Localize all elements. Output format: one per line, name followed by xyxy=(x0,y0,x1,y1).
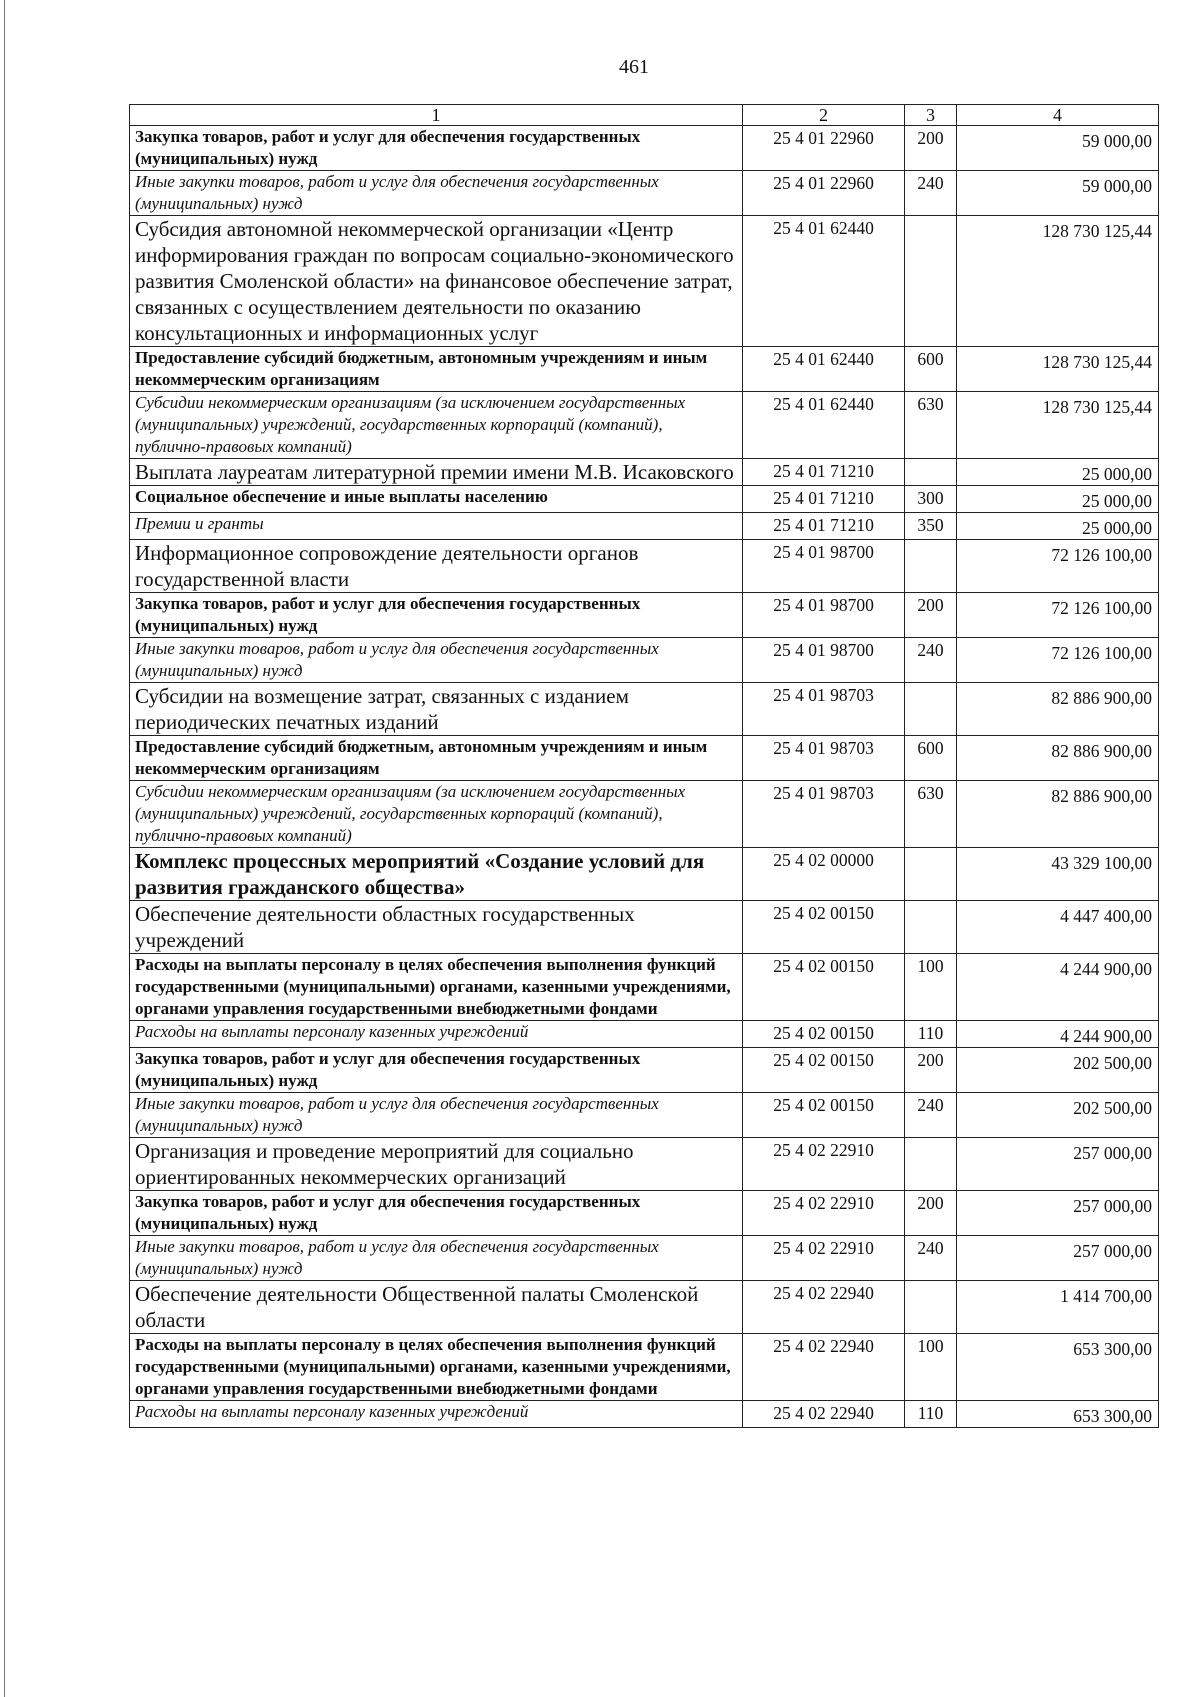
row-description: Субсидии на возмещение затрат, связанных с изданием периодических печатных изданий xyxy=(130,683,743,736)
row-description: Субсидии некоммерческим организациям (за исключением государственных (муниципальных) учреждений, государственных корпораций (компаний), публично-правовых компаний) xyxy=(130,392,743,459)
row-amount: 72 126 100,00 xyxy=(957,593,1159,638)
row-expense-type xyxy=(905,848,957,901)
column-header-amount: 4 xyxy=(957,105,1159,126)
row-expense-type xyxy=(905,540,957,593)
row-target-code: 25 4 01 62440 xyxy=(743,392,905,459)
row-target-code: 25 4 02 00150 xyxy=(743,1048,905,1093)
row-target-code: 25 4 02 22910 xyxy=(743,1138,905,1191)
table-header-row xyxy=(130,105,1159,126)
row-amount: 25 000,00 xyxy=(957,513,1159,540)
row-amount: 257 000,00 xyxy=(957,1138,1159,1191)
row-target-code: 25 4 01 98703 xyxy=(743,683,905,736)
row-description: Расходы на выплаты персоналу в целях обеспечения выполнения функций государственными (муниципальными) органами, казенными учреждениями, органами управления государственными внебюджетными фондами xyxy=(130,1334,743,1401)
table-row xyxy=(130,347,1159,392)
row-expense-type: 110 xyxy=(905,1021,957,1048)
row-target-code: 25 4 01 98700 xyxy=(743,638,905,683)
row-amount: 128 730 125,44 xyxy=(957,216,1159,347)
row-expense-type: 630 xyxy=(905,781,957,848)
row-target-code: 25 4 01 71210 xyxy=(743,486,905,513)
row-target-code: 25 4 02 00150 xyxy=(743,1021,905,1048)
table-row xyxy=(130,1334,1159,1401)
row-target-code: 25 4 01 98700 xyxy=(743,540,905,593)
row-expense-type: 100 xyxy=(905,954,957,1021)
row-expense-type: 240 xyxy=(905,171,957,216)
row-target-code: 25 4 02 22910 xyxy=(743,1191,905,1236)
row-expense-type: 100 xyxy=(905,1334,957,1401)
row-amount: 4 447 400,00 xyxy=(957,901,1159,954)
row-target-code: 25 4 02 22940 xyxy=(743,1334,905,1401)
row-amount: 257 000,00 xyxy=(957,1191,1159,1236)
table-row xyxy=(130,781,1159,848)
row-amount: 202 500,00 xyxy=(957,1048,1159,1093)
row-expense-type: 600 xyxy=(905,347,957,392)
row-expense-type: 200 xyxy=(905,1048,957,1093)
row-description: Субсидии некоммерческим организациям (за исключением государственных (муниципальных) учреждений, государственных корпораций (компаний), публично-правовых компаний) xyxy=(130,781,743,848)
row-expense-type: 110 xyxy=(905,1401,957,1428)
row-amount: 128 730 125,44 xyxy=(957,347,1159,392)
table-row xyxy=(130,848,1159,901)
row-description: Обеспечение деятельности Общественной палаты Смоленской области xyxy=(130,1281,743,1334)
page-edge-line xyxy=(4,0,5,1697)
table-row xyxy=(130,459,1159,486)
row-description: Предоставление субсидий бюджетным, автономным учреждениям и иным некоммерческим организациям xyxy=(130,347,743,392)
row-target-code: 25 4 02 00150 xyxy=(743,1093,905,1138)
row-target-code: 25 4 01 62440 xyxy=(743,347,905,392)
table-row xyxy=(130,486,1159,513)
row-amount: 82 886 900,00 xyxy=(957,781,1159,848)
row-target-code: 25 4 01 98703 xyxy=(743,781,905,848)
row-target-code: 25 4 02 22940 xyxy=(743,1401,905,1428)
table-row xyxy=(130,1191,1159,1236)
row-expense-type: 240 xyxy=(905,638,957,683)
row-description: Иные закупки товаров, работ и услуг для обеспечения государственных (муниципальных) нужд xyxy=(130,1236,743,1281)
row-target-code: 25 4 01 22960 xyxy=(743,171,905,216)
row-description: Расходы на выплаты персоналу в целях обеспечения выполнения функций государственными (муниципальными) органами, казенными учреждениями, органами управления государственными внебюджетными фондами xyxy=(130,954,743,1021)
row-amount: 59 000,00 xyxy=(957,126,1159,171)
row-amount: 4 244 900,00 xyxy=(957,1021,1159,1048)
row-amount: 72 126 100,00 xyxy=(957,540,1159,593)
table-row xyxy=(130,1093,1159,1138)
row-target-code: 25 4 02 00000 xyxy=(743,848,905,901)
row-expense-type xyxy=(905,1281,957,1334)
page-number: 461 xyxy=(619,56,649,78)
row-description: Иные закупки товаров, работ и услуг для обеспечения государственных (муниципальных) нужд xyxy=(130,638,743,683)
row-amount: 257 000,00 xyxy=(957,1236,1159,1281)
row-target-code: 25 4 01 22960 xyxy=(743,126,905,171)
row-description: Социальное обеспечение и иные выплаты населению xyxy=(130,486,743,513)
row-target-code: 25 4 01 98703 xyxy=(743,736,905,781)
row-expense-type xyxy=(905,683,957,736)
row-description: Выплата лауреатам литературной премии имени М.В. Исаковского xyxy=(130,459,743,486)
row-amount: 4 244 900,00 xyxy=(957,954,1159,1021)
row-description: Закупка товаров, работ и услуг для обеспечения государственных (муниципальных) нужд xyxy=(130,593,743,638)
row-description: Премии и гранты xyxy=(130,513,743,540)
row-amount: 25 000,00 xyxy=(957,486,1159,513)
row-amount: 128 730 125,44 xyxy=(957,392,1159,459)
table-row xyxy=(130,392,1159,459)
table-row xyxy=(130,638,1159,683)
row-expense-type: 630 xyxy=(905,392,957,459)
row-amount: 25 000,00 xyxy=(957,459,1159,486)
row-expense-type: 200 xyxy=(905,126,957,171)
row-amount: 82 886 900,00 xyxy=(957,736,1159,781)
table-row xyxy=(130,1401,1159,1428)
row-description: Закупка товаров, работ и услуг для обеспечения государственных (муниципальных) нужд xyxy=(130,126,743,171)
row-expense-type: 300 xyxy=(905,486,957,513)
table-row xyxy=(130,1048,1159,1093)
row-description: Иные закупки товаров, работ и услуг для обеспечения государственных (муниципальных) нужд xyxy=(130,171,743,216)
row-target-code: 25 4 01 71210 xyxy=(743,459,905,486)
table-row xyxy=(130,736,1159,781)
table-row xyxy=(130,126,1159,171)
table-row xyxy=(130,683,1159,736)
row-description: Иные закупки товаров, работ и услуг для обеспечения государственных (муниципальных) нужд xyxy=(130,1093,743,1138)
row-amount: 653 300,00 xyxy=(957,1334,1159,1401)
row-amount: 59 000,00 xyxy=(957,171,1159,216)
column-header-description: 1 xyxy=(130,105,743,126)
row-expense-type: 240 xyxy=(905,1093,957,1138)
row-target-code: 25 4 01 62440 xyxy=(743,216,905,347)
row-expense-type xyxy=(905,901,957,954)
row-expense-type xyxy=(905,216,957,347)
table-row xyxy=(130,1281,1159,1334)
table-row xyxy=(130,593,1159,638)
row-description: Комплекс процессных мероприятий «Создание условий для развития гражданского общества» xyxy=(130,848,743,901)
budget-table xyxy=(129,104,1159,1428)
row-expense-type xyxy=(905,1138,957,1191)
table-row xyxy=(130,513,1159,540)
row-amount: 653 300,00 xyxy=(957,1401,1159,1428)
row-amount: 72 126 100,00 xyxy=(957,638,1159,683)
table-row xyxy=(130,171,1159,216)
table-row xyxy=(130,1021,1159,1048)
row-description: Расходы на выплаты персоналу казенных учреждений xyxy=(130,1021,743,1048)
row-target-code: 25 4 01 71210 xyxy=(743,513,905,540)
table-row xyxy=(130,954,1159,1021)
row-expense-type xyxy=(905,459,957,486)
row-description: Закупка товаров, работ и услуг для обеспечения государственных (муниципальных) нужд xyxy=(130,1191,743,1236)
row-target-code: 25 4 02 00150 xyxy=(743,901,905,954)
row-description: Информационное сопровождение деятельности органов государственной власти xyxy=(130,540,743,593)
row-expense-type: 600 xyxy=(905,736,957,781)
row-description: Закупка товаров, работ и услуг для обеспечения государственных (муниципальных) нужд xyxy=(130,1048,743,1093)
table-row xyxy=(130,540,1159,593)
row-description: Расходы на выплаты персоналу казенных учреждений xyxy=(130,1401,743,1428)
table-row xyxy=(130,901,1159,954)
table-row xyxy=(130,1236,1159,1281)
row-amount: 202 500,00 xyxy=(957,1093,1159,1138)
row-expense-type: 240 xyxy=(905,1236,957,1281)
row-description: Обеспечение деятельности областных государственных учреждений xyxy=(130,901,743,954)
row-target-code: 25 4 02 22910 xyxy=(743,1236,905,1281)
row-expense-type: 350 xyxy=(905,513,957,540)
row-amount: 82 886 900,00 xyxy=(957,683,1159,736)
column-header-expense-type: 3 xyxy=(905,105,957,126)
table-row xyxy=(130,1138,1159,1191)
row-description: Предоставление субсидий бюджетным, автономным учреждениям и иным некоммерческим организациям xyxy=(130,736,743,781)
table-row xyxy=(130,216,1159,347)
row-expense-type: 200 xyxy=(905,593,957,638)
row-target-code: 25 4 02 22940 xyxy=(743,1281,905,1334)
row-target-code: 25 4 02 00150 xyxy=(743,954,905,1021)
row-expense-type: 200 xyxy=(905,1191,957,1236)
row-target-code: 25 4 01 98700 xyxy=(743,593,905,638)
row-amount: 1 414 700,00 xyxy=(957,1281,1159,1334)
table-body xyxy=(130,126,1159,1428)
column-header-target-code: 2 xyxy=(743,105,905,126)
row-description: Субсидия автономной некоммерческой организации «Центр информирования граждан по вопросам социально-экономического развития Смоленской области» на финансовое обеспечение затрат, связанных с осуществлением деятельности по оказанию консультационных и информационных услуг xyxy=(130,216,743,347)
row-description: Организация и проведение мероприятий для социально ориентированных некоммерческих организаций xyxy=(130,1138,743,1191)
row-amount: 43 329 100,00 xyxy=(957,848,1159,901)
